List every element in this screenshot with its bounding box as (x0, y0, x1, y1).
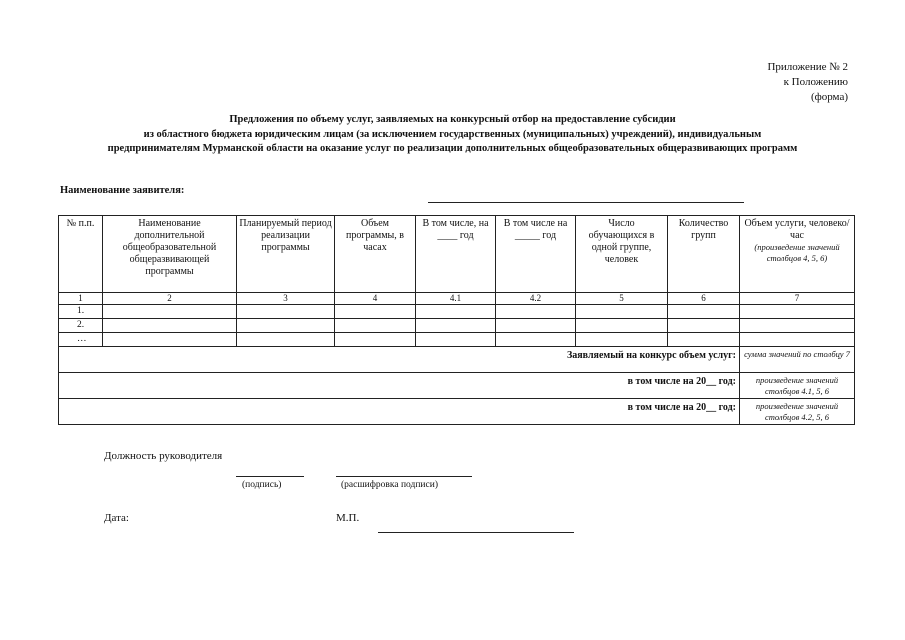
column-numbers-row (59, 293, 855, 305)
stamp-label: М.П. (336, 512, 360, 524)
row-number: 2. (59, 319, 103, 333)
total-year-2-label: в том числе на 20__ год: (59, 399, 740, 425)
table-cell[interactable] (335, 333, 416, 347)
title-line-2: из областного бюджета юридическим лицам (за исключением государственных (муниципальных) учреждений), индивидуальным (143, 128, 762, 140)
table-cell[interactable] (496, 333, 576, 347)
header-cell: № п.п. (59, 216, 103, 293)
header-cell: Объем программы, в часах (335, 216, 416, 293)
transcript-caption: (расшифровка подписи) (341, 480, 438, 490)
table-cell[interactable] (416, 333, 496, 347)
table-cell[interactable] (237, 319, 335, 333)
title-line-1: Предложения по объему услуг, заявляемых на конкурсный отбор на предоставление субсидии (229, 114, 676, 125)
row-number: … (59, 333, 103, 347)
table-cell[interactable] (496, 305, 576, 319)
table-cell[interactable] (103, 333, 237, 347)
document-title (0, 113, 905, 157)
header-cell: Наименование дополнительной общеобразовательной общеразвивающей программы (103, 216, 237, 293)
services-table (58, 215, 855, 425)
appendix-form: (форма) (810, 91, 848, 103)
date-label: Дата: (104, 512, 129, 524)
applicant-label: Наименование заявителя: (60, 185, 185, 196)
applicant-input-line[interactable] (428, 202, 744, 203)
total-row-year-2 (59, 399, 855, 425)
appendix-block (767, 60, 848, 105)
table-cell[interactable] (740, 319, 855, 333)
header-cell-volume (740, 216, 855, 293)
total-note: сумма значений по столбцу 7 (740, 347, 855, 373)
table-cell[interactable] (335, 319, 416, 333)
header-cell: Число обучающихся в одной группе, человек (576, 216, 668, 293)
column-number: 4.1 (416, 293, 496, 305)
table-cell[interactable] (335, 305, 416, 319)
row-number: 1. (59, 305, 103, 319)
table-cell[interactable] (576, 305, 668, 319)
column-number: 3 (237, 293, 335, 305)
table-cell[interactable] (668, 333, 740, 347)
header-cell: Количество групп (668, 216, 740, 293)
title-line-3: предпринимателям Мурманской области на оказание услуг по реализации дополнительных общеобразовательных общеразвивающих программ (107, 143, 798, 154)
total-row-year-1 (59, 373, 855, 399)
table-cell[interactable] (740, 305, 855, 319)
total-year-2-note: произведение значений столбцов 4.2, 5, 6 (740, 399, 855, 425)
appendix-number: Приложение № 2 (767, 61, 848, 73)
total-row (59, 347, 855, 373)
table-row (59, 319, 855, 333)
table-cell[interactable] (576, 319, 668, 333)
header-cell: В том числе, на ____ год (416, 216, 496, 293)
column-number: 4 (335, 293, 416, 305)
table-row (59, 305, 855, 319)
header-cell: Планируемый период реализации программы (237, 216, 335, 293)
table-cell[interactable] (416, 305, 496, 319)
table-cell[interactable] (668, 319, 740, 333)
table-cell[interactable] (237, 305, 335, 319)
table-cell[interactable] (237, 333, 335, 347)
column-number: 2 (103, 293, 237, 305)
header-volume-note: (произведение значений столбцов 4, 5, 6) (754, 242, 840, 263)
table-row (59, 333, 855, 347)
signature-line[interactable] (236, 476, 304, 477)
column-number: 7 (740, 293, 855, 305)
table-header-row (59, 216, 855, 293)
header-volume-label: Объем услуги, человеко/час (744, 218, 850, 241)
manager-position-label: Должность руководителя (104, 450, 223, 462)
column-number: 6 (668, 293, 740, 305)
signature-caption: (подпись) (242, 480, 282, 490)
total-label: Заявляемый на конкурс объем услуг: (59, 347, 740, 373)
table-cell[interactable] (740, 333, 855, 347)
total-year-1-label: в том числе на 20__ год: (59, 373, 740, 399)
header-cell: В том числе на _____ год (496, 216, 576, 293)
column-number: 5 (576, 293, 668, 305)
table-cell[interactable] (576, 333, 668, 347)
table-cell[interactable] (103, 319, 237, 333)
column-number: 4.2 (496, 293, 576, 305)
table-cell[interactable] (668, 305, 740, 319)
appendix-reference: к Положению (783, 76, 848, 88)
table-cell[interactable] (416, 319, 496, 333)
column-number: 1 (59, 293, 103, 305)
total-year-1-note: произведение значений столбцов 4.1, 5, 6 (740, 373, 855, 399)
table-cell[interactable] (496, 319, 576, 333)
stamp-line[interactable] (378, 532, 574, 533)
signature-transcript-line[interactable] (336, 476, 472, 477)
table-cell[interactable] (103, 305, 237, 319)
